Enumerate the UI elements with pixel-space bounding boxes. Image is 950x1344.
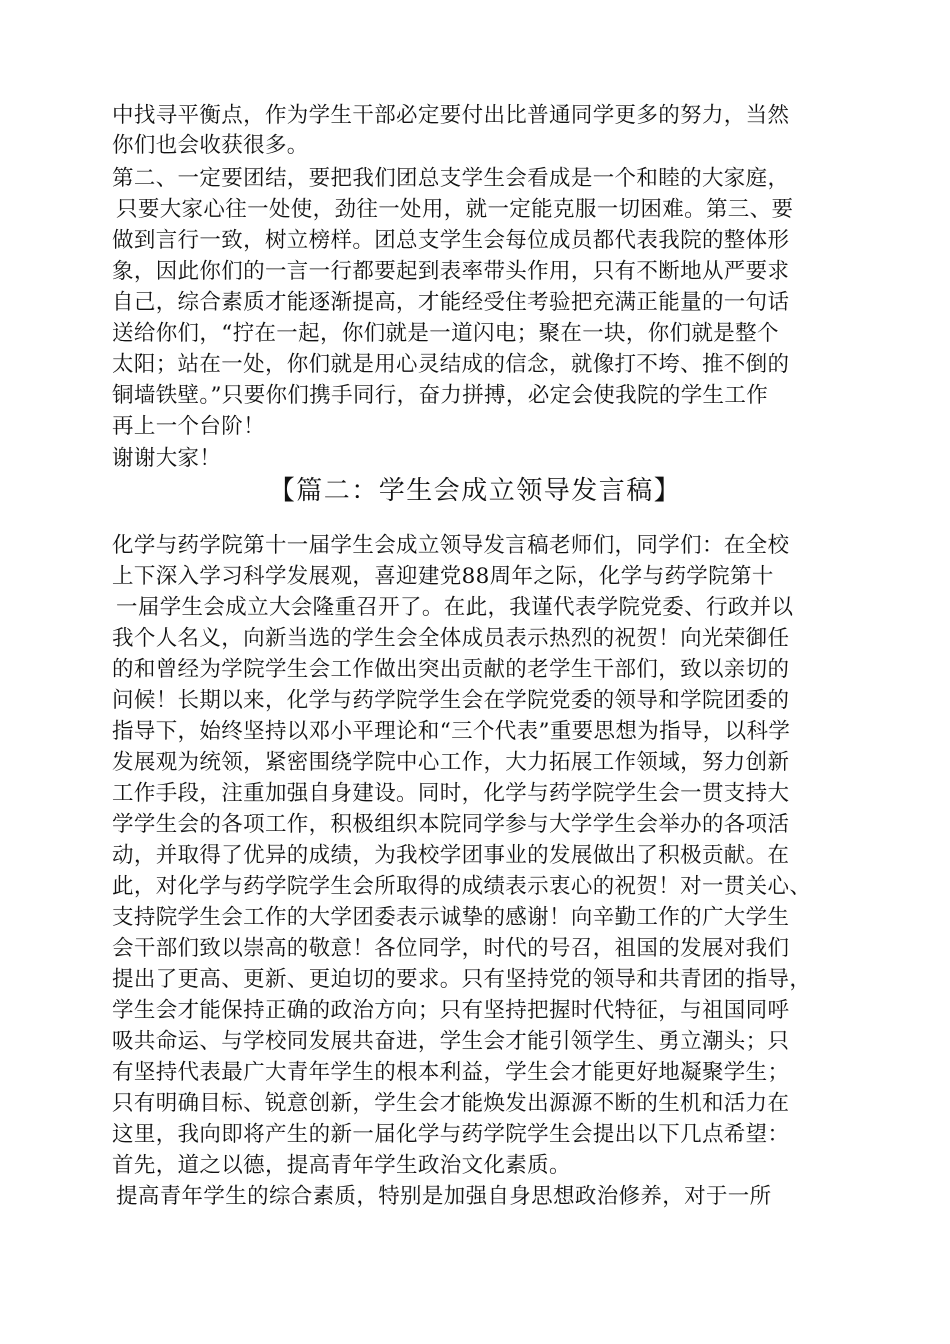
paragraph-line: 上下深入学习科学发展观，喜迎建党88周年之际，化学与药学院第十 (112, 564, 774, 589)
paragraph-line: 有坚持代表最广大青年学生的根本利益，学生会才能更好地凝聚学生； (112, 1060, 790, 1085)
paragraph-line: 送给你们，“拧在一起，你们就是一道闪电；聚在一块，你们就是整个 (112, 321, 779, 346)
paragraph-line: 第二、一定要团结，要把我们团总支学生会看成是一个和睦的大家庭， (112, 166, 790, 191)
paragraph-line: 一届学生会成立大会隆重召开了。在此，我谨代表学院党委、行政并以 (116, 595, 794, 620)
paragraph-line: 谢谢大家！ (112, 446, 222, 471)
paragraph-line: 首先，道之以德，提高青年学生政治文化素质。 (112, 1153, 571, 1178)
paragraph-line: 指导下，始终坚持以邓小平理论和“三个代表”重要思想为指导，以科学 (112, 719, 791, 744)
paragraph-line: 发展观为统领，紧密围绕学院中心工作，大力拓展工作领域，努力创新 (112, 750, 790, 775)
paragraph-line: 这里，我向即将产生的新一届化学与药学院学生会提出以下几点希望： (112, 1122, 790, 1147)
paragraph-line: 提出了更高、更新、更迫切的要求。只有坚持党的领导和共青团的指导， (112, 967, 812, 992)
paragraph-line: 自己，综合素质才能逐渐提高，才能经受住考验把充满正能量的一句话 (112, 290, 790, 315)
paragraph-line: 太阳；站在一处，你们就是用心灵结成的信念，就像打不垮、推不倒的 (112, 352, 790, 377)
paragraph-line: 做到言行一致，树立榜样。团总支学生会每位成员都代表我院的整体形 (112, 228, 790, 253)
paragraph-line: 只有明确目标、锐意创新，学生会才能焕发出源源不断的生机和活力在 (112, 1091, 790, 1116)
paragraph-line: 吸共命运、与学校同发展共奋进，学生会才能引领学生、勇立潮头；只 (112, 1029, 790, 1054)
paragraph-line: 提高青年学生的综合素质，特别是加强自身思想政治修养，对于一所 (116, 1184, 772, 1209)
paragraph-line: 会干部们致以崇高的敬意！各位同学，时代的号召，祖国的发展对我们 (112, 936, 790, 961)
paragraph-line: 问候！长期以来，化学与药学院学生会在学院党委的领导和学院团委的 (112, 688, 790, 713)
paragraph-line: 你们也会收获很多。 (112, 133, 309, 158)
paragraph-line: 我个人名义，向新当选的学生会全体成员表示热烈的祝贺！向光荣御任 (112, 626, 790, 651)
paragraph-line: 的和曾经为学院学生会工作做出突出贡献的老学生干部们，致以亲切的 (112, 657, 790, 682)
section-heading: 【篇二：学生会成立领导发言稿】 (268, 476, 682, 506)
paragraph-line: 中找寻平衡点，作为学生干部必定要付出比普通同学更多的努力，当然 (112, 103, 790, 128)
paragraph-line: 支持院学生会工作的大学团委表示诚挚的感谢！向辛勤工作的广大学生 (112, 905, 790, 930)
paragraph-line: 工作手段，注重加强自身建设。同时，化学与药学院学生会一贯支持大 (112, 781, 790, 806)
paragraph-line: 学生会才能保持正确的政治方向；只有坚持把握时代特征，与祖国同呼 (112, 998, 790, 1023)
paragraph-line: 再上一个台阶！ (112, 414, 265, 439)
paragraph-line: 动，并取得了优异的成绩，为我校学团事业的发展做出了积极贡献。在 (112, 843, 790, 868)
paragraph-line: 化学与药学院第十一届学生会成立领导发言稿老师们，同学们：在全校 (112, 533, 790, 558)
paragraph-line: 此，对化学与药学院学生会所取得的成绩表示衷心的祝贺！对一贯关心、 (112, 874, 812, 899)
paragraph-line: 铜墙铁壁。”只要你们携手同行，奋力拼搏，必定会使我院的学生工作 (112, 383, 769, 408)
paragraph-line: 象，因此你们的一言一行都要起到表率带头作用，只有不断地从严要求 (112, 259, 790, 284)
paragraph-line: 学学生会的各项工作，积极组织本院同学参与大学学生会举办的各项活 (112, 812, 790, 837)
paragraph-line: 只要大家心往一处使，劲往一处用，就一定能克服一切困难。第三、要 (116, 197, 794, 222)
